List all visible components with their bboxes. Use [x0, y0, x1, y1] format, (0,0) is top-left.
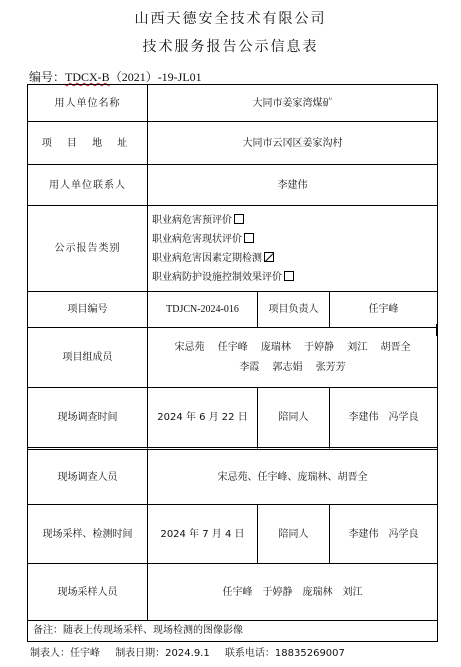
maker: 制表人：任宇峰	[30, 648, 100, 659]
checkbox-checked[interactable]	[264, 252, 274, 262]
report-type-text: 职业病危害现状评价	[152, 233, 242, 245]
member-name: 任宇峰	[217, 341, 248, 353]
checkbox[interactable]	[234, 214, 244, 224]
doc-no-label: 编号：	[29, 70, 66, 84]
report-type-text: 职业病危害预评价	[152, 214, 232, 226]
survey-people-label: 现场调查人员	[28, 450, 148, 505]
company-name: 山西天德安全技术有限公司	[134, 11, 327, 27]
report-type-label: 公示报告类别	[28, 206, 148, 292]
report-type-option	[152, 268, 294, 287]
employer-value: 大同市姜家湾煤矿	[148, 85, 437, 122]
report-type-text: 职业病防护设施控制效果评价	[152, 271, 282, 283]
document-number	[29, 68, 202, 85]
report-type-option	[152, 249, 274, 268]
doc-no-rest: （2021）-19-JL01	[109, 70, 202, 84]
member-name: 张芳芳	[315, 361, 346, 373]
members-label: 项目组成员	[28, 328, 148, 388]
employer-label: 用人单位名称	[28, 85, 148, 122]
member-name: 郭志娟	[272, 361, 303, 373]
survey-companion-value: 李建伟 冯学良	[330, 388, 437, 450]
survey-companion-label: 陪同人	[258, 388, 330, 450]
sampling-time-label: 现场采样、检测时间	[28, 505, 148, 564]
lead-value: 任宇峰	[330, 292, 437, 328]
contact-value: 李建伟	[148, 165, 437, 206]
note: 备注：随表上传现场采样、现场检测的图像影像	[33, 625, 243, 636]
member-name: 刘江	[347, 341, 368, 353]
report-type-option	[152, 230, 254, 249]
sampling-time-value: 2024 年 7 月 4 日	[148, 505, 258, 564]
form-title: 技术服务报告公示信息表	[142, 39, 319, 55]
survey-people-value: 宋忌苑、任宇峰、庞瑞林、胡晋全	[148, 450, 437, 505]
checkbox[interactable]	[244, 233, 254, 243]
doc-no-code: TDCX-B	[65, 70, 110, 84]
report-type-text: 职业病危害因素定期检测	[152, 252, 262, 264]
report-type-option	[152, 211, 244, 230]
margin-mark	[436, 324, 437, 336]
members-value	[148, 328, 437, 388]
address-value: 大同市云冈区姜家沟村	[148, 122, 437, 165]
member-name: 庞瑞林	[260, 341, 291, 353]
project-no-label: 项目编号	[28, 292, 148, 328]
footer	[30, 644, 450, 659]
survey-time-label: 现场调查时间	[28, 388, 148, 450]
sampling-people-label: 现场采样人员	[28, 564, 148, 621]
project-no-value: TDJCN-2024-016	[148, 292, 258, 328]
survey-time-value: 2024 年 6 月 22 日	[148, 388, 258, 450]
member-name: 宋忌苑	[174, 341, 205, 353]
sampling-companion-value: 李建伟 冯学良	[330, 505, 437, 564]
contact-phone: 联系电话：18835269007	[224, 648, 345, 659]
address-label: 项 目 地 址	[28, 122, 148, 165]
member-name: 李霞	[239, 361, 260, 373]
sampling-companion-label: 陪同人	[258, 505, 330, 564]
checkbox[interactable]	[284, 271, 294, 281]
info-table	[27, 84, 438, 642]
member-name: 胡晋全	[380, 341, 411, 353]
member-name: 于婷静	[304, 341, 335, 353]
sampling-people-value: 任宇峰 于婷静 庞瑞林 刘江	[148, 564, 437, 621]
report-type-options	[148, 206, 437, 292]
make-date: 制表日期：2024.9.1	[115, 648, 210, 659]
contact-label: 用人单位联系人	[28, 165, 148, 206]
lead-label: 项目负责人	[258, 292, 330, 328]
